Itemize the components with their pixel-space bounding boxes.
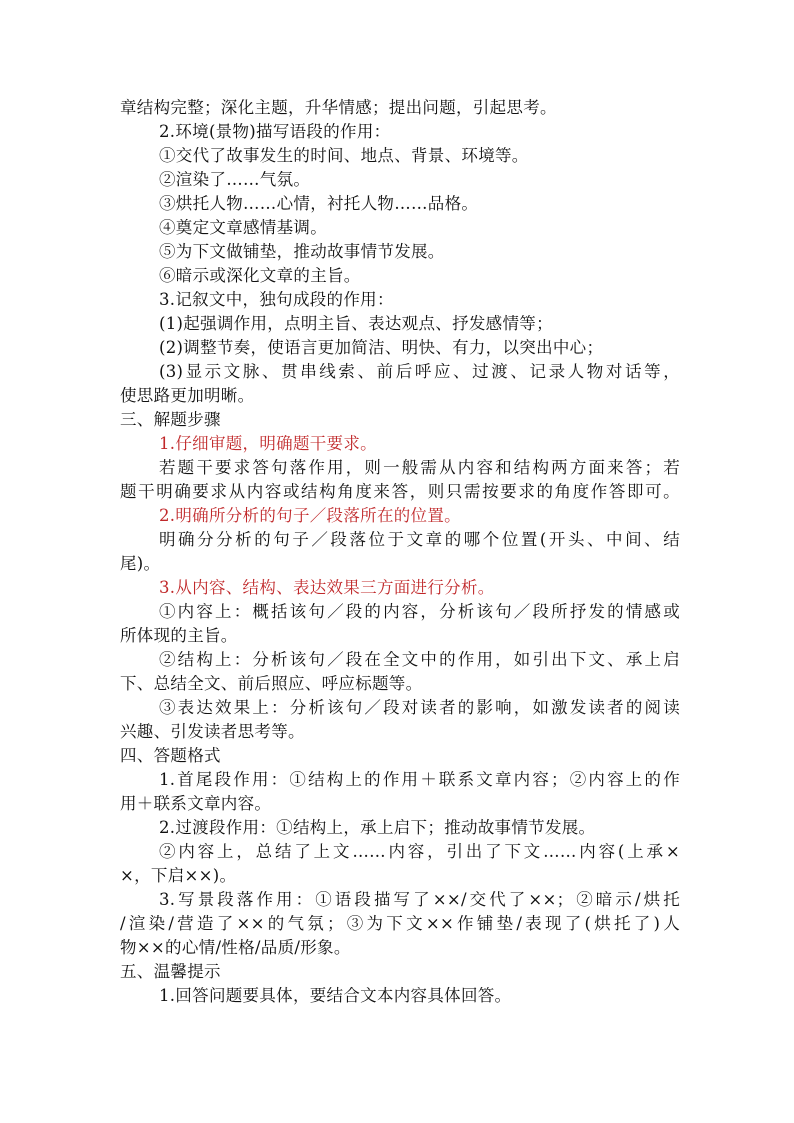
text-line: 四、答题格式 [120,746,221,765]
text-line: 用＋联系文章内容。 [120,794,272,813]
step-heading-line: 2.明确所分析的句子／段落所在的位置。 [159,506,461,525]
text-line: 尾)。 [120,554,161,573]
text-line: 1.回答问题要具体，要结合文本内容具体回答。 [159,986,512,1005]
text-line: 明确分分析的句子／段落位于文章的哪个位置(开头、中间、结 [159,530,680,549]
document-body [120,96,680,1008]
text-line: (1)起强调作用，点明主旨、表达观点、抒发感情等； [159,314,553,333]
text-line: 若题干要求答句落作用，则一般需从内容和结构两方面来答；若 [159,458,680,477]
text-line: 2.过渡段作用：①结构上，承上启下；推动故事情节发展。 [159,818,596,837]
text-line: ③表达效果上：分析该句／段对读者的影响，如激发读者的阅读 [159,698,680,717]
text-line: 3.记叙文中，独句成段的作用： [159,290,394,309]
text-line: ⑥暗示或深化文章的主旨。 [159,266,361,285]
text-line: ②内容上，总结了上文……内容，引出了下文……内容(上承× [159,842,680,861]
text-line: 物××的心情/性格/品质/形象。 [120,938,351,957]
text-line: ③烘托人物……心情，衬托人物……品格。 [159,194,479,213]
text-line: 3.写景段落作用：①语段描写了××/交代了××；②暗示/烘托 [159,890,680,909]
text-line: ×，下启××)。 [120,866,237,885]
text-line: ④奠定文章感情基调。 [159,218,327,237]
step-heading-line: 3.从内容、结构、表达效果三方面进行分析。 [159,578,495,597]
text-line: 1.首尾段作用：①结构上的作用＋联系文章内容；②内容上的作 [159,770,680,789]
text-line: 章结构完整；深化主题，升华情感；提出问题，引起思考。 [120,98,557,117]
text-line: /渲染/营造了××的气氛；③为下文××作铺垫/表现了(烘托了)人 [120,914,680,933]
text-line: (2)调整节奏，使语言更加简洁、明快、有力，以突出中心； [159,338,604,357]
text-line: 2.环境(景物)描写语段的作用： [159,122,391,141]
text-line: 下、总结全文、前后照应、呼应标题等。 [120,674,423,693]
step-heading-line: 1.仔细审题，明确题干要求。 [159,434,377,453]
text-line: 五、温馨提示 [120,962,221,981]
text-line: ②渲染了……气氛。 [159,170,311,189]
text-line: 题干明确要求从内容或结构角度来答，则只需按要求的角度作答即可。 [120,482,680,501]
text-line: (3)显示文脉、贯串线索、前后呼应、过渡、记录人物对话等， [159,362,680,381]
text-line: ①交代了故事发生的时间、地点、背景、环境等。 [159,146,529,165]
text-line: 兴趣、引发读者思考等。 [120,722,305,741]
text-line: ①内容上：概括该句／段的内容，分析该句／段所抒发的情感或 [159,602,680,621]
text-line: 所体现的主旨。 [120,626,238,645]
text-line: ⑤为下文做铺垫，推动故事情节发展。 [159,242,445,261]
text-line: 使思路更加明晰。 [120,386,255,405]
text-line: 三、解题步骤 [120,410,221,429]
text-line: ②结构上：分析该句／段在全文中的作用，如引出下文、承上启 [159,650,680,669]
